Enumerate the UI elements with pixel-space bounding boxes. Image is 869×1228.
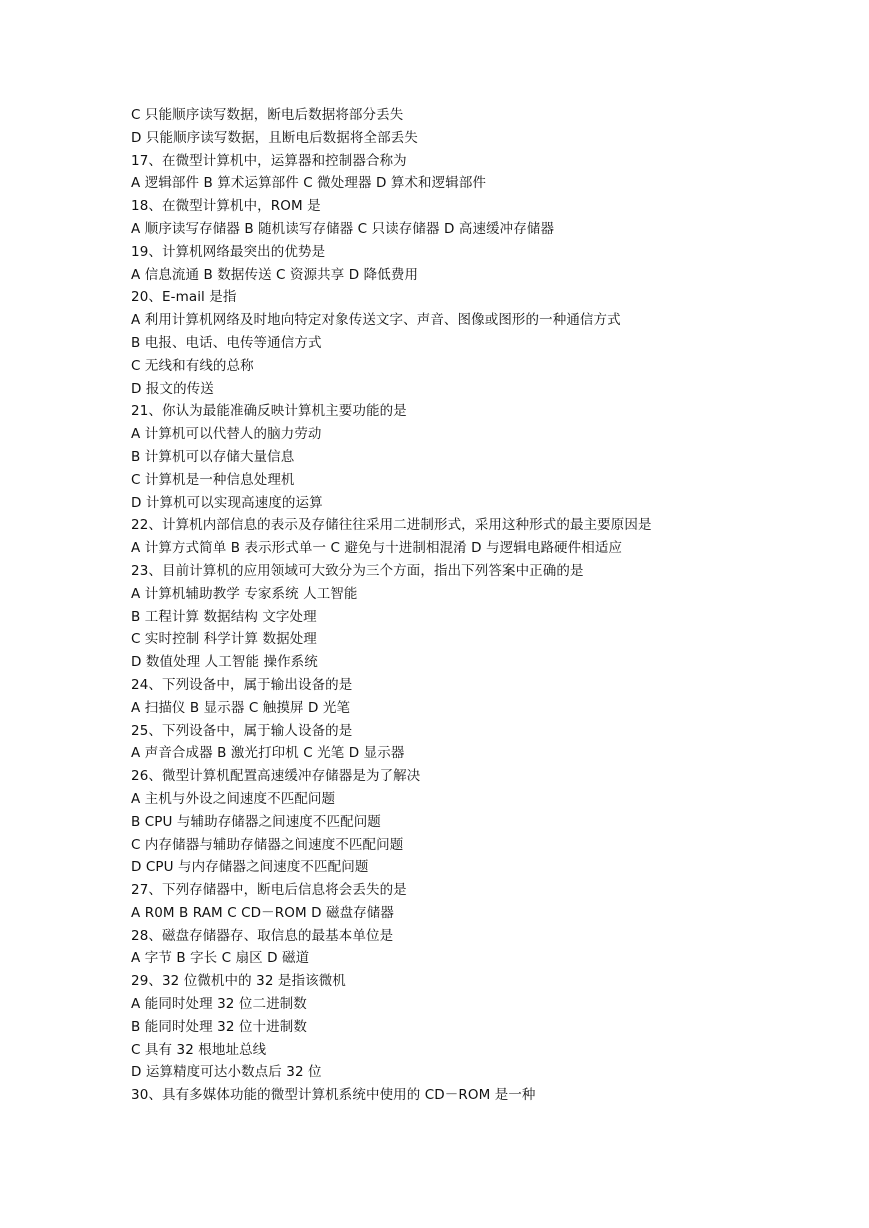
text-line: D 数值处理 人工智能 操作系统 bbox=[131, 654, 318, 671]
text-line: 29、32 位微机中的 32 是指该微机 bbox=[131, 973, 346, 990]
text-line: A 扫描仪 B 显示器 C 触摸屏 D 光笔 bbox=[131, 699, 351, 716]
text-line: B 能同时处理 32 位十进制数 bbox=[131, 1018, 307, 1035]
text-line: 27、下列存储器中，断电后信息将会丢失的是 bbox=[131, 882, 407, 899]
text-line: A 主机与外设之间速度不匹配问题 bbox=[131, 790, 336, 807]
text-line: D 只能顺序读写数据，且断电后数据将全部丢失 bbox=[131, 129, 418, 146]
text-line: 26、微型计算机配置高速缓冲存储器是为了解决 bbox=[131, 768, 421, 785]
text-line: 20、E-mail 是指 bbox=[131, 289, 237, 306]
text-line: D CPU 与内存储器之间速度不匹配问题 bbox=[131, 859, 369, 876]
text-line: 21、你认为最能准确反映计算机主要功能的是 bbox=[131, 403, 407, 420]
question-text-block bbox=[131, 104, 831, 1107]
text-line: A 利用计算机网络及时地向特定对象传送文字、声音、图像或图形的一种通信方式 bbox=[131, 312, 621, 329]
text-line: C 计算机是一种信息处理机 bbox=[131, 471, 295, 488]
text-line: B 计算机可以存储大量信息 bbox=[131, 448, 295, 465]
text-line: D 报文的传送 bbox=[131, 380, 214, 397]
text-line: B CPU 与辅助存储器之间速度不匹配问题 bbox=[131, 813, 381, 830]
text-line: A 计算方式简单 B 表示形式单一 C 避免与十进制相混淆 D 与逻辑电路硬件相适应 bbox=[131, 540, 623, 557]
text-line: A R0M B RAM C CD－ROM D 磁盘存储器 bbox=[131, 904, 394, 921]
text-line: 22、计算机内部信息的表示及存储往往采用二进制形式，采用这种形式的最主要原因是 bbox=[131, 517, 652, 534]
text-line: A 声音合成器 B 激光打印机 C 光笔 D 显示器 bbox=[131, 745, 405, 762]
text-line: A 信息流通 B 数据传送 C 资源共享 D 降低费用 bbox=[131, 266, 419, 283]
text-line: 28、磁盘存储器存、取信息的最基本单位是 bbox=[131, 927, 394, 944]
text-line: A 能同时处理 32 位二进制数 bbox=[131, 996, 307, 1013]
text-line: 19、计算机网络最突出的优势是 bbox=[131, 243, 326, 260]
text-line: A 计算机可以代替人的脑力劳动 bbox=[131, 426, 322, 443]
text-line: C 只能顺序读写数据，断电后数据将部分丢失 bbox=[131, 107, 404, 123]
text-line: D 计算机可以实现高速度的运算 bbox=[131, 494, 323, 511]
text-line: A 计算机辅助教学 专家系统 人工智能 bbox=[131, 585, 358, 602]
text-line: B 电报、电话、电传等通信方式 bbox=[131, 334, 322, 351]
text-line: C 实时控制 科学计算 数据处理 bbox=[131, 631, 317, 648]
text-line: 30、具有多媒体功能的微型计算机系统中使用的 CD－ROM 是一种 bbox=[131, 1087, 536, 1104]
text-line: 24、下列设备中，属于输出设备的是 bbox=[131, 676, 353, 693]
text-line: A 字节 B 字长 C 扇区 D 磁道 bbox=[131, 950, 310, 967]
text-line: C 具有 32 根地址总线 bbox=[131, 1041, 267, 1058]
text-line: C 内存储器与辅助存储器之间速度不匹配问题 bbox=[131, 836, 404, 853]
text-line: 25、下列设备中，属于输人设备的是 bbox=[131, 722, 353, 739]
text-line: 23、目前计算机的应用领域可大致分为三个方面，指出下列答案中正确的是 bbox=[131, 562, 584, 579]
text-line: A 逻辑部件 B 算术运算部件 C 微处理器 D 算术和逻辑部件 bbox=[131, 175, 487, 192]
text-line: 17、在微型计算机中，运算器和控制器合称为 bbox=[131, 152, 407, 169]
text-line: D 运算精度可达小数点后 32 位 bbox=[131, 1064, 322, 1081]
text-line: B 工程计算 数据结构 文字处理 bbox=[131, 608, 317, 625]
text-line: 18、在微型计算机中，ROM 是 bbox=[131, 198, 321, 215]
text-line: A 顺序读写存储器 B 随机读写存储器 C 只读存储器 D 高速缓冲存储器 bbox=[131, 220, 555, 237]
text-line: C 无线和有线的总称 bbox=[131, 357, 254, 374]
